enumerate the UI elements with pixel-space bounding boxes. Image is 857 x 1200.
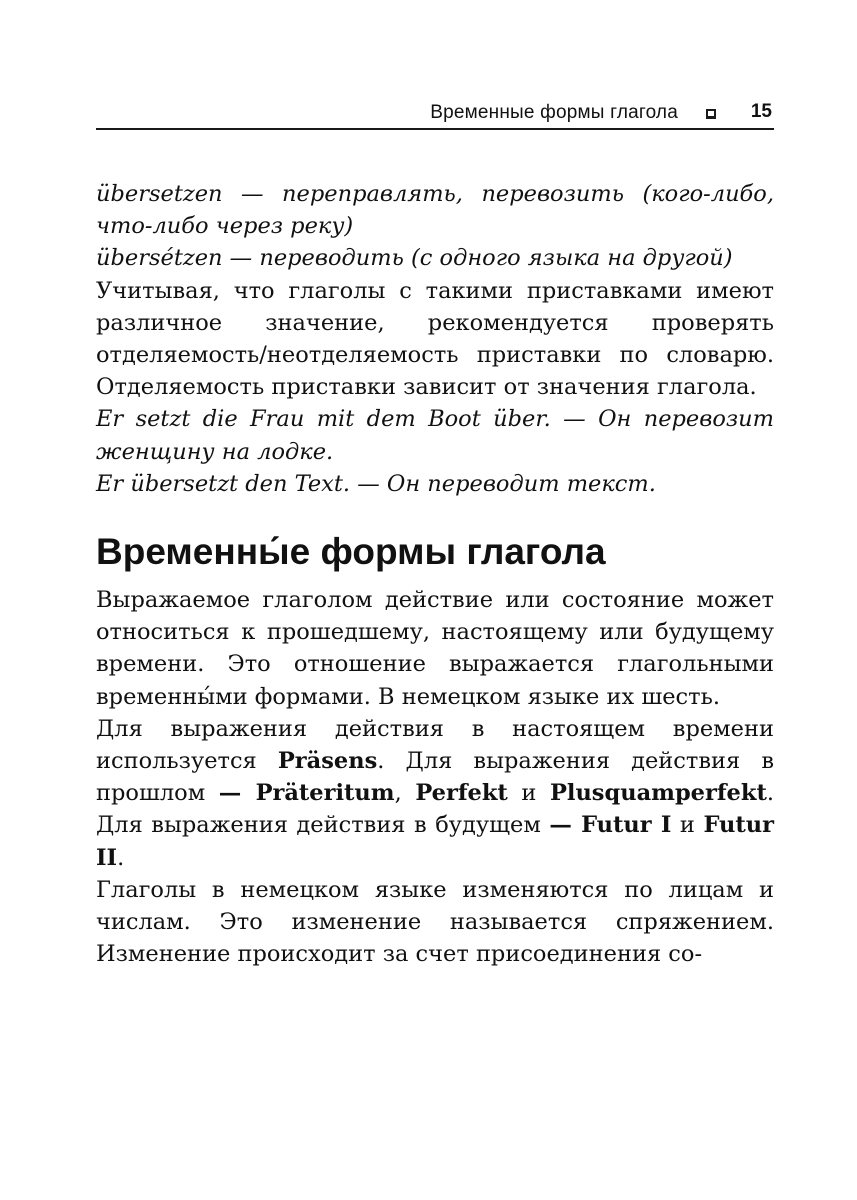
term-bold: Präsens — [277, 748, 378, 775]
sentence-example: Er setzt die Frau mit dem Boot über. — Он перевозит женщину на лодке. — [96, 406, 774, 465]
body-paragraph: Глаголы в немецком языке изменяются по лицам и числам. Это изменение называется спряжением. Изменение происходит за счет присоединения со- — [96, 876, 774, 968]
term-bold: — Futur I — [549, 812, 672, 839]
example-entry: übersétzen — переводить (с одного языка на другой) — [96, 245, 733, 272]
body-paragraph: Выражаемое глаголом действие или состояние может относиться к прошедшему, настоящему или будущему времени. Это отношение выражается глагольными временны́ми формами. В немецком языке их шесть. — [96, 587, 774, 710]
term-bold: Perfekt — [415, 780, 508, 807]
square-outline-icon — [706, 109, 716, 119]
term-bold: — Präteritum — [218, 780, 395, 807]
example-meaning: переводить (с одного языка на другой) — [259, 245, 733, 272]
page-header — [96, 96, 774, 130]
example-entry: übersetzen — переправлять, перевозить (кого-либо, что-либо через реку) — [96, 181, 774, 240]
example-word: übersétzen — [96, 245, 223, 272]
running-title: Временные формы глагола — [430, 102, 678, 123]
section-heading: Временны́е формы глагола — [96, 531, 606, 573]
term-bold: Futur II — [96, 812, 774, 871]
page-body — [96, 178, 774, 970]
page-number: 15 — [750, 101, 772, 122]
body-paragraph: Для выражения действия в настоящем времени используется Präsens. Для выражения действия в прошлом — Präteritum, Perfekt и Plusquamperfekt. Для выражения действия в будущем — Futur I и Futur II. — [96, 715, 774, 871]
term-bold: Plusquamperfekt — [549, 780, 767, 807]
sentence-example: Er übersetzt den Text. — Он переводит текст. — [96, 470, 656, 497]
body-paragraph: Учитывая, что глаголы с такими приставками имеют различное значение, рекомендуется проверять отделяемость/неотделяемость приставки по словарю. Отделяемость приставки зависит от значения глагола. — [96, 277, 774, 401]
example-word: übersetzen — [96, 181, 223, 207]
example-meaning: переправлять, перевозить (кого-либо, что-либо через реку) — [96, 181, 774, 240]
